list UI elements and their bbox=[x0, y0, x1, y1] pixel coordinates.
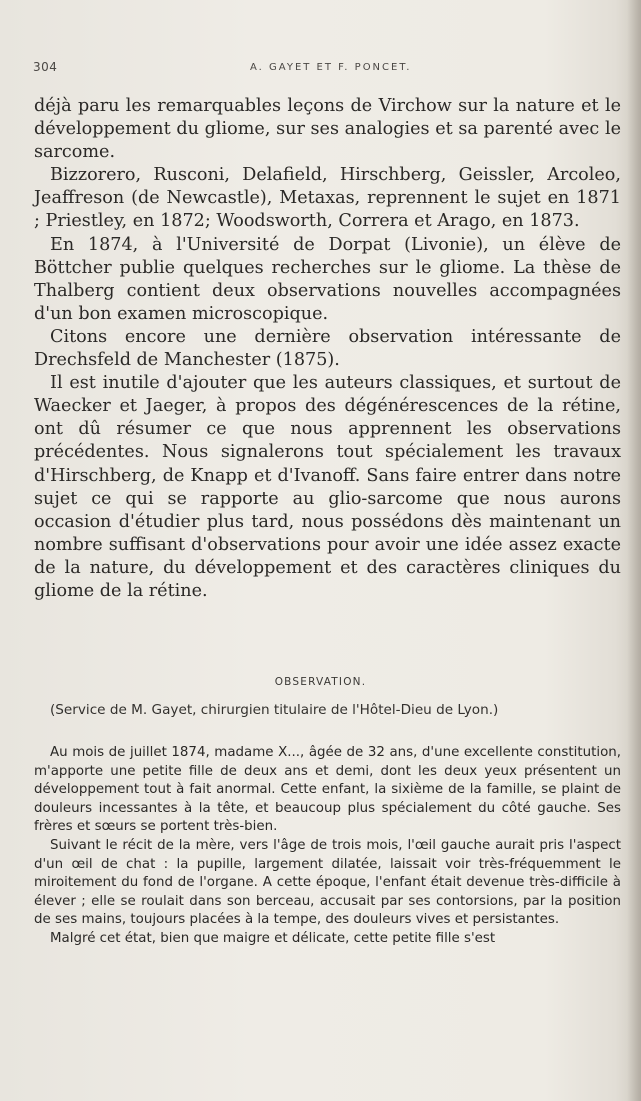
observation-text bbox=[34, 744, 621, 949]
page-number: 304 bbox=[33, 60, 58, 74]
page-header bbox=[33, 60, 623, 80]
running-head: A. GAYET ET F. PONCET. bbox=[250, 62, 412, 73]
paragraph-authors-1871: Bizzorero, Rusconi, Delafield, Hirschberg, Geissler, Arcoleo, Jeaffreson (de Newcastle), Metaxas, reprennent le sujet en 1871 ; Priestley, en 1872; Woodsworth, Correra et Arago, en 1873. bbox=[34, 165, 621, 232]
observation-paragraph-1: Au mois de juillet 1874, madame X..., âgée de 32 ans, d'une excellente constitution, m'apporte une petite fille de deux ans et demi, dont les deux yeux présentent un développement tout à fait anormal. Cette enfant, la sixième de la famille, se plaint de douleurs incessantes à la tête, et beaucoup plus spécialement du côté gauche. Ses frères et sœurs se portent très-bien. bbox=[34, 745, 621, 835]
paragraph-classical-authors: Il est inutile d'ajouter que les auteurs classiques, et surtout de Waecker et Jaeger, à propos des dégénérescences de la rétine, ont dû résumer ce que nous apprennent les observations précédentes. Nous signalerons tout spécialement les travaux d'Hirschberg, de Knapp et d'Ivanoff. Sans faire entrer dans notre sujet ce qui se rapporte au glio-sarcome que nous aurons occasion d'étudier plus tard, nous possédons dès maintenant un nombre suffisant d'observations pour avoir une idée assez exacte de la nature, du développement et des caractères cliniques du gliome de la rétine. bbox=[34, 373, 621, 601]
observation-service: (Service de M. Gayet, chirurgien titulaire de l'Hôtel-Dieu de Lyon.) bbox=[50, 702, 499, 718]
observation-title: OBSERVATION. bbox=[274, 676, 367, 688]
page-edge-shadow bbox=[627, 0, 641, 1101]
paragraph-drechsfeld: Citons encore une dernière observation intéressante de Drechsfeld de Manchester (1875). bbox=[34, 326, 621, 371]
observation-paragraph-2: Suivant le récit de la mère, vers l'âge de trois mois, l'œil gauche aurait pris l'aspect d'un œil de chat : la pupille, largement dilatée, laissait voir très-fréquemment le miroitement du fond de l'organe. A cette époque, l'enfant était devenue très-difficile à élever ; elle se roulait dans son berceau, accusait par ses contorsions, par la position de ses mains, toujours placées à la tempe, des douleurs vives et persistantes. bbox=[34, 837, 621, 928]
paragraph-dorpat-1874: En 1874, à l'Université de Dorpat (Livonie), un élève de Böttcher publie quelques recherches sur le gliome. La thèse de Thalberg contient deux observations nouvelles accompagnées d'un bon examen microscopique. bbox=[34, 234, 621, 324]
observation-paragraph-3: Malgré cet état, bien que maigre et délicate, cette petite fille s'est bbox=[50, 930, 496, 946]
body-text bbox=[34, 95, 621, 603]
paragraph-virchow: déjà paru les remarquables leçons de Virchow sur la nature et le développement du gliome, sur ses analogies et sa parenté avec le sarcome. bbox=[34, 96, 621, 163]
